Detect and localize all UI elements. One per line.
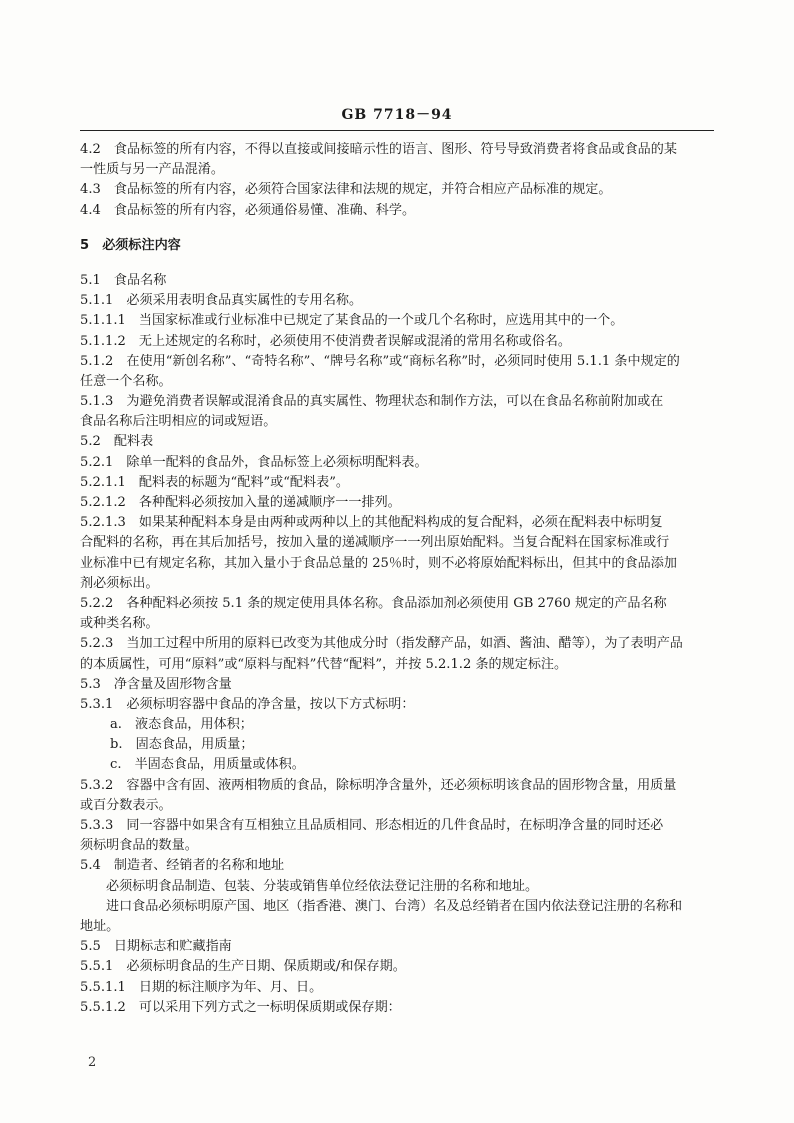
list-item-c: c. 半固态食品，用质量或体积。 [110, 757, 305, 773]
list-item-a: a. 液态食品，用体积； [110, 717, 253, 733]
list-item-b: b. 固态食品，用质量； [110, 737, 254, 753]
clause-5-2-2-cont: 或种类名称。 [80, 616, 159, 632]
clause-5-2-3: 5.2.3 当加工过程中所用的原料已改变为其他成分时（指发酵产品，如酒、酱油、醋等），为了表明产品 [80, 636, 683, 652]
clause-5-3-2: 5.3.2 容器中含有固、液两相物质的食品，除标明净含量外，还必须标明该食品的固形物含量，用质量 [80, 777, 677, 793]
clause-5-2-1-2: 5.2.1.2 各种配料必须按加入量的递减顺序一一排列。 [80, 495, 401, 510]
clause-5-2-1-3-cont-3: 剂必须标出。 [80, 575, 159, 591]
section-5-heading: 5 必须标注内容 [80, 237, 181, 253]
clause-5-2-2: 5.2.2 各种配料必须按 5.1 条的规定使用具体名称。食品添加剂必须使用 GB 2760 规定的产品名称 [80, 595, 667, 611]
clause-5-3-3: 5.3.3 同一容器中如果含有互相独立且品质相同、形态相近的几件食品时，在标明净含量的同时还必 [80, 818, 664, 833]
clause-5-1: 5.1 食品名称 [80, 272, 167, 288]
clause-5-1-2: 5.1.2 在使用“新创名称”、“奇特名称”、“牌号名称”或“商标名称”时，必须同时使用 5.1.1 条中规定的 [80, 353, 680, 369]
clause-5-1-3: 5.1.3 为避免消费者误解或混淆食品的真实属性、物理状态和制作方法，可以在食品名称前附加或在 [80, 394, 664, 410]
clause-5-3: 5.3 净含量及固形物含量 [80, 676, 232, 692]
clause-5-5-1-1: 5.5.1.1 日期的标注顺序为年、月、日。 [80, 979, 323, 995]
clause-5-5: 5.5 日期标志和贮藏指南 [80, 939, 232, 955]
clause-4-2-cont: 一性质与另一产品混淆。 [80, 162, 225, 178]
section-gap [80, 221, 714, 236]
clause-5-2-1-3: 5.2.1.3 如果某种配料本身是由两种或两种以上的其他配料构成的复合配料，必须在配料表中标明复 [80, 515, 663, 531]
clause-5-4-para-2: 进口食品必须标明原产国、地区（指香港、澳门、台湾）名及总经销者在国内依法登记注册的名称和 [106, 898, 683, 914]
section-gap [80, 256, 714, 271]
clause-5-2: 5.2 配料表 [80, 434, 154, 450]
clause-5-3-3-cont: 须标明食品的数量。 [80, 838, 198, 854]
clause-5-1-3-cont: 食品名称后注明相应的词或短语。 [80, 414, 277, 430]
clause-4-4: 4.4 食品标签的所有内容，必须通俗易懂、准确、科学。 [80, 202, 416, 218]
clause-5-5-1-2: 5.5.1.2 可以采用下列方式之一标明保质期或保存期： [80, 999, 401, 1015]
clause-5-1-1-2: 5.1.1.2 无上述规定的名称时，必须使用不使消费者误解或混淆的常用名称或俗名。 [80, 333, 571, 349]
clause-4-2: 4.2 食品标签的所有内容，不得以直接或间接暗示性的语言、图形、符号导致消费者将食品或食品的某 [80, 142, 677, 157]
clause-5-1-1: 5.1.1 必须采用表明食品真实属性的专用名称。 [80, 293, 363, 309]
clause-5-5-1: 5.5.1 必须标明食品的生产日期、保质期或/和保存期。 [80, 959, 406, 975]
header-rule [80, 130, 714, 131]
clause-5-4-para-1: 必须标明食品制造、包装、分装或销售单位经依法登记注册的名称和地址。 [106, 878, 539, 894]
clause-5-1-1-1: 5.1.1.1 当国家标准或行业标准中已规定了某食品的一个或几个名称时，应选用其中的一个。 [80, 313, 624, 329]
clause-5-2-3-cont: 的本质属性，可用“原料”或“原料与配料”代替“配料”，并按 5.2.1.2 条的规定标注。 [80, 656, 568, 672]
clause-5-1-2-cont: 任意一个名称。 [80, 373, 172, 389]
clause-5-2-1-3-cont-2: 业标准中已有规定名称，其加入量小于食品总量的 25％时，则不必将原始配料标出，但其中的食品添加 [80, 555, 677, 571]
page-number: 2 [88, 1055, 97, 1070]
document-body [80, 140, 714, 1018]
clause-4-3: 4.3 食品标签的所有内容，必须符合国家法律和法规的规定，并符合相应产品标准的规定。 [80, 182, 612, 198]
clause-5-4: 5.4 制造者、经销者的名称和地址 [80, 858, 285, 874]
standard-code-header: GB 7718－94 [341, 107, 453, 123]
clause-5-2-1-1: 5.2.1.1 配料表的标题为“配料”或“配料表”。 [80, 474, 349, 490]
clause-5-2-1: 5.2.1 除单一配料的食品外，食品标签上必须标明配料表。 [80, 454, 428, 470]
clause-5-4-para-2-cont: 地址。 [80, 918, 120, 934]
clause-5-3-2-cont: 或百分数表示。 [80, 797, 172, 813]
clause-5-3-1: 5.3.1 必须标明容器中食品的净含量，按以下方式标明： [80, 696, 415, 712]
clause-5-2-1-3-cont-1: 合配料的名称，再在其后加括号，按加入量的递减顺序一一列出原始配料。当复合配料在国家标准或行 [80, 535, 670, 551]
